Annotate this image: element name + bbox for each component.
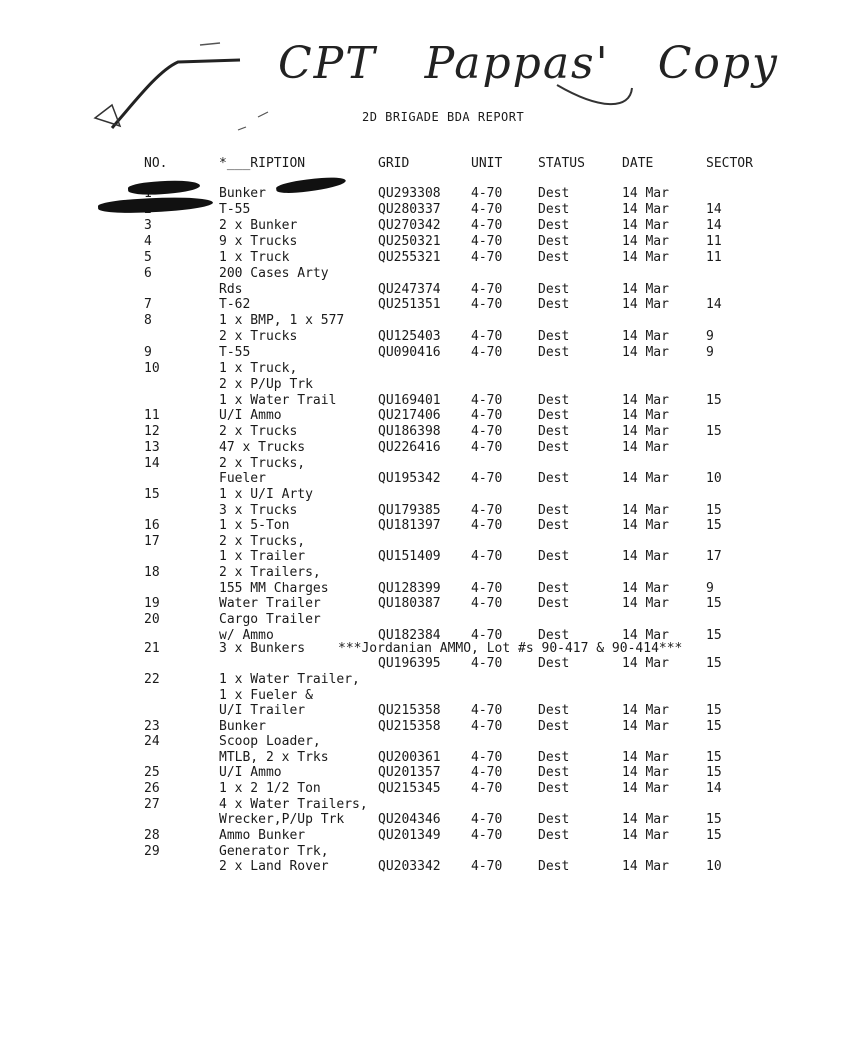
status: Dest [538,596,570,611]
item-description: 1 x Fueler & [219,688,313,703]
sector: 15 [706,393,722,408]
grid-reference: QU255321 [378,250,441,265]
unit: 4-70 [471,628,503,643]
date: 14 Mar [622,581,669,596]
date: 14 Mar [622,218,669,233]
date: 14 Mar [622,345,669,360]
status: Dest [538,549,570,564]
grid-reference: QU181397 [378,518,441,533]
status: Dest [538,581,570,596]
item-description: Fueler [219,471,266,486]
item-number: 5 [144,250,152,265]
date: 14 Mar [622,765,669,780]
status: Dest [538,765,570,780]
item-description: 3 x Bunkers [219,641,306,656]
grid-reference: QU182384 [378,628,441,643]
item-number: 10 [144,361,160,376]
grid-reference: QU179385 [378,503,441,518]
item-number: 23 [144,719,160,734]
date: 14 Mar [622,234,669,249]
item-number: 6 [144,266,152,281]
item-number: 18 [144,565,160,580]
status: Dest [538,186,570,201]
sector: 15 [706,424,722,439]
unit: 4-70 [471,393,503,408]
item-description: Rds [219,282,243,297]
item-description: Bunker [219,719,266,734]
sector: 14 [706,781,722,796]
item-number: 20 [144,612,160,627]
item-description: 1 x Water Trail [219,393,337,408]
date: 14 Mar [622,518,669,533]
date: 14 Mar [622,297,669,312]
item-description: 2 x Trucks, [219,534,306,549]
unit: 4-70 [471,719,503,734]
unit: 4-70 [471,471,503,486]
status: Dest [538,781,570,796]
unit: 4-70 [471,503,503,518]
item-description: U/I Ammo [219,408,282,423]
grid-reference: QU293308 [378,186,441,201]
status: Dest [538,503,570,518]
date: 14 Mar [622,186,669,201]
sector: 9 [706,329,714,344]
unit: 4-70 [471,424,503,439]
item-number: 16 [144,518,160,533]
date: 14 Mar [622,812,669,827]
sector: 11 [706,250,722,265]
date: 14 Mar [622,719,669,734]
item-description: 2 x Trucks [219,329,298,344]
item-description: 47 x Trucks [219,440,306,455]
item-number: 28 [144,828,160,843]
item-description: U/I Trailer [219,703,306,718]
status: Dest [538,750,570,765]
item-description: 2 x Trucks, [219,456,306,471]
unit: 4-70 [471,282,503,297]
item-description: 155 MM Charges [219,581,329,596]
item-number: 29 [144,844,160,859]
unit: 4-70 [471,781,503,796]
grid-reference: QU196395 [378,656,441,671]
item-description: 9 x Trucks [219,234,298,249]
sector: 14 [706,218,722,233]
sector: 15 [706,765,722,780]
grid-reference: QU250321 [378,234,441,249]
item-description: 1 x 2 1/2 Ton [219,781,321,796]
sector: 15 [706,518,722,533]
item-description: 3 x Trucks [219,503,298,518]
status: Dest [538,424,570,439]
item-number: 25 [144,765,160,780]
item-number: 9 [144,345,152,360]
handwritten-word: CPT [278,38,377,89]
sector: 15 [706,828,722,843]
item-description: T-62 [219,297,251,312]
unit: 4-70 [471,440,503,455]
item-description: 200 Cases Arty [219,266,329,281]
item-number: 26 [144,781,160,796]
col-header-grid: GRID [378,156,410,171]
date: 14 Mar [622,329,669,344]
sector: 15 [706,503,722,518]
unit: 4-70 [471,250,503,265]
item-description: Cargo Trailer [219,612,321,627]
status: Dest [538,329,570,344]
item-number: 11 [144,408,160,423]
date: 14 Mar [622,596,669,611]
date: 14 Mar [622,440,669,455]
item-description: 1 x Water Trailer, [219,672,360,687]
item-description: 1 x Truck, [219,361,298,376]
sector: 15 [706,628,722,643]
unit: 4-70 [471,549,503,564]
col-header-description: *___RIPTION [219,156,306,171]
status: Dest [538,628,570,643]
item-number: 15 [144,487,160,502]
date: 14 Mar [622,282,669,297]
item-number: 4 [144,234,152,249]
sector: 15 [706,703,722,718]
handwritten-word: Pappas' [424,38,610,89]
grid-reference: QU090416 [378,345,441,360]
item-description: 4 x Water Trailers, [219,797,368,812]
date: 14 Mar [622,250,669,265]
item-description: Ammo Bunker [219,828,306,843]
grid-reference: QU226416 [378,440,441,455]
item-number: 3 [144,218,152,233]
sector: 14 [706,202,722,217]
unit: 4-70 [471,812,503,827]
grid-reference: QU169401 [378,393,441,408]
item-description: Water Trailer [219,596,321,611]
unit: 4-70 [471,518,503,533]
status: Dest [538,282,570,297]
grid-reference: QU270342 [378,218,441,233]
grid-reference: QU203342 [378,859,441,874]
item-description: 1 x U/I Arty [219,487,313,502]
item-description: Wrecker,P/Up Trk [219,812,345,827]
status: Dest [538,440,570,455]
item-description: Bunker [219,186,266,201]
handwritten-annotation [278,38,827,89]
date: 14 Mar [622,628,669,643]
grid-reference: QU247374 [378,282,441,297]
report-title: 2D BRIGADE BDA REPORT [362,110,525,124]
unit: 4-70 [471,828,503,843]
status: Dest [538,218,570,233]
status: Dest [538,859,570,874]
status: Dest [538,393,570,408]
item-description: U/I Ammo [219,765,282,780]
item-number: 12 [144,424,160,439]
unit: 4-70 [471,703,503,718]
item-description: w/ Ammo [219,628,274,643]
status: Dest [538,703,570,718]
item-number: 14 [144,456,160,471]
status: Dest [538,250,570,265]
grid-reference: QU125403 [378,329,441,344]
item-description: 2 x Bunker [219,218,298,233]
sector: 11 [706,234,722,249]
grid-reference: QU280337 [378,202,441,217]
status: Dest [538,345,570,360]
item-number: 27 [144,797,160,812]
date: 14 Mar [622,393,669,408]
grid-reference: QU215358 [378,703,441,718]
jordanian-ammo-note: ***Jordanian AMMO, Lot #s 90-417 & 90-414*** [338,641,683,656]
status: Dest [538,234,570,249]
sector: 15 [706,750,722,765]
date: 14 Mar [622,408,669,423]
item-description: T-55 [219,202,251,217]
unit: 4-70 [471,596,503,611]
item-description: T-55 [219,345,251,360]
status: Dest [538,297,570,312]
item-description: 2 x Land Rover [219,859,329,874]
item-number: 24 [144,734,160,749]
sector: 15 [706,719,722,734]
item-number: 22 [144,672,160,687]
grid-reference: QU201357 [378,765,441,780]
grid-reference: QU201349 [378,828,441,843]
date: 14 Mar [622,859,669,874]
unit: 4-70 [471,408,503,423]
item-description: Generator Trk, [219,844,329,859]
item-number: 17 [144,534,160,549]
item-description: Scoop Loader, [219,734,321,749]
grid-reference: QU128399 [378,581,441,596]
grid-reference: QU180387 [378,596,441,611]
item-description: 2 x Trucks [219,424,298,439]
date: 14 Mar [622,828,669,843]
item-description: 2 x Trailers, [219,565,321,580]
handwritten-word: Copy [657,38,779,89]
grid-reference: QU186398 [378,424,441,439]
sector: 15 [706,656,722,671]
unit: 4-70 [471,765,503,780]
unit: 4-70 [471,750,503,765]
item-number: 13 [144,440,160,455]
grid-reference: QU215345 [378,781,441,796]
date: 14 Mar [622,503,669,518]
status: Dest [538,408,570,423]
item-description: MTLB, 2 x Trks [219,750,329,765]
grid-reference: QU217406 [378,408,441,423]
sector: 14 [706,297,722,312]
col-header-sector: SECTOR [706,156,753,171]
grid-reference: QU195342 [378,471,441,486]
status: Dest [538,202,570,217]
date: 14 Mar [622,656,669,671]
item-number: 21 [144,641,160,656]
unit: 4-70 [471,297,503,312]
col-header-date: DATE [622,156,654,171]
item-number: 8 [144,313,152,328]
sector: 17 [706,549,722,564]
col-header-no: NO. [144,156,168,171]
status: Dest [538,812,570,827]
date: 14 Mar [622,424,669,439]
grid-reference: QU151409 [378,549,441,564]
item-description: 1 x BMP, 1 x 577 [219,313,345,328]
status: Dest [538,518,570,533]
date: 14 Mar [622,549,669,564]
col-header-status: STATUS [538,156,585,171]
date: 14 Mar [622,750,669,765]
date: 14 Mar [622,471,669,486]
unit: 4-70 [471,345,503,360]
status: Dest [538,719,570,734]
unit: 4-70 [471,581,503,596]
sector: 10 [706,471,722,486]
col-header-unit: UNIT [471,156,503,171]
sector: 10 [706,859,722,874]
unit: 4-70 [471,218,503,233]
unit: 4-70 [471,859,503,874]
item-number: 19 [144,596,160,611]
status: Dest [538,656,570,671]
grid-reference: QU204346 [378,812,441,827]
item-description: 2 x P/Up Trk [219,377,313,392]
status: Dest [538,471,570,486]
unit: 4-70 [471,329,503,344]
unit: 4-70 [471,202,503,217]
grid-reference: QU200361 [378,750,441,765]
item-description: 1 x Trailer [219,549,306,564]
grid-reference: QU215358 [378,719,441,734]
sector: 9 [706,345,714,360]
date: 14 Mar [622,781,669,796]
item-number: 7 [144,297,152,312]
item-description: 1 x 5-Ton [219,518,290,533]
unit: 4-70 [471,656,503,671]
sector: 9 [706,581,714,596]
status: Dest [538,828,570,843]
unit: 4-70 [471,234,503,249]
sector: 15 [706,812,722,827]
date: 14 Mar [622,703,669,718]
unit: 4-70 [471,186,503,201]
item-description: 1 x Truck [219,250,290,265]
grid-reference: QU251351 [378,297,441,312]
sector: 15 [706,596,722,611]
date: 14 Mar [622,202,669,217]
